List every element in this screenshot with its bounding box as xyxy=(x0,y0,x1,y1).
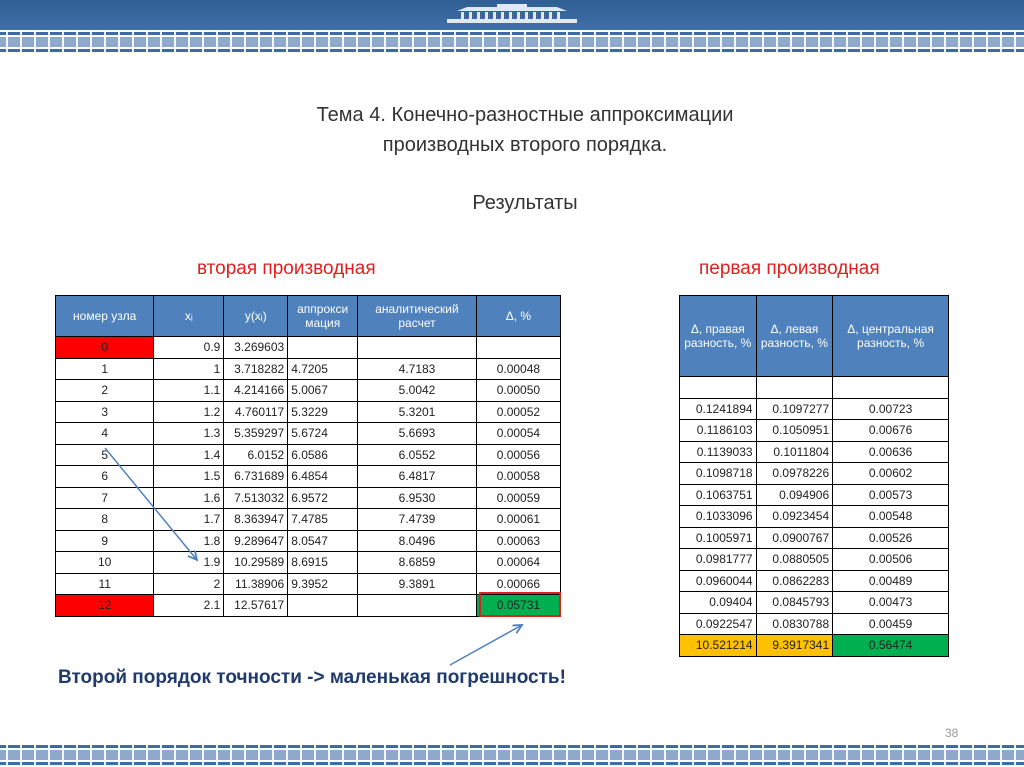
table-cell: 5 xyxy=(56,444,154,466)
col-header: аппрокси мация xyxy=(288,296,358,337)
table-cell: 0.1139033 xyxy=(680,441,757,463)
col-header: аналитический расчет xyxy=(358,296,477,337)
table-cell: 4.760117 xyxy=(224,401,288,423)
table-cell: 10.521214 xyxy=(680,635,757,657)
page-number: 38 xyxy=(945,726,959,740)
table-cell: 6.0152 xyxy=(224,444,288,466)
table-cell: 0.0923454 xyxy=(756,506,833,528)
table-cell: 6.0586 xyxy=(288,444,358,466)
table-cell: 0.00054 xyxy=(476,423,560,445)
table-cell: 6.0552 xyxy=(358,444,477,466)
table-cell: 5.6693 xyxy=(358,423,477,445)
col-header: Δ, % xyxy=(476,296,560,337)
table-cell: 9.289647 xyxy=(224,530,288,552)
table-cell: 8.363947 xyxy=(224,509,288,531)
table-cell: 1 xyxy=(56,358,154,380)
table-cell: 0.1050951 xyxy=(756,420,833,442)
table-cell: 6.9530 xyxy=(358,487,477,509)
table-cell: 0.1005971 xyxy=(680,527,757,549)
greek-ornament-bottom xyxy=(0,743,1024,767)
table-cell: 0.0880505 xyxy=(756,549,833,571)
table-cell: 1.3 xyxy=(154,423,224,445)
table-cell: 5.3229 xyxy=(288,401,358,423)
table-cell: 1.6 xyxy=(154,487,224,509)
table-cell: 8.6859 xyxy=(358,552,477,574)
col-header: Δ, центральная разность, % xyxy=(833,296,949,377)
table-cell: 9.3917341 xyxy=(756,635,833,657)
table-cell: 0.00676 xyxy=(833,420,949,442)
table-cell: 0.56474 xyxy=(833,635,949,657)
col-header: xᵢ xyxy=(154,296,224,337)
table-cell: 10.29589 xyxy=(224,552,288,574)
table-cell: 0.9 xyxy=(154,337,224,359)
table-cell: 1.8 xyxy=(154,530,224,552)
table-cell: 1.5 xyxy=(154,466,224,488)
table-cell: 0.00064 xyxy=(476,552,560,574)
table-cell: 8.0496 xyxy=(358,530,477,552)
arrow-diagonal xyxy=(105,448,197,560)
table-cell: 0.0845793 xyxy=(756,592,833,614)
table-cell: 12.57617 xyxy=(224,595,288,617)
table-cell: 0.00061 xyxy=(476,509,560,531)
table-cell: 0.1097277 xyxy=(756,398,833,420)
table-cell: 4.7183 xyxy=(358,358,477,380)
table-cell: 6.4817 xyxy=(358,466,477,488)
table-cell: 9.3952 xyxy=(288,573,358,595)
table-cell: 0.00063 xyxy=(476,530,560,552)
table-cell: 7 xyxy=(56,487,154,509)
table-cell: 6.731689 xyxy=(224,466,288,488)
table-cell: 0.09404 xyxy=(680,592,757,614)
table-cell: 0.00459 xyxy=(833,613,949,635)
table-cell: 11 xyxy=(56,573,154,595)
table-cell: 5.3201 xyxy=(358,401,477,423)
table-cell: 0.1186103 xyxy=(680,420,757,442)
first-derivative-heading: первая производная xyxy=(699,258,880,279)
table-cell: 0.00052 xyxy=(476,401,560,423)
table-cell: 0.0922547 xyxy=(680,613,757,635)
table-cell: 0.1098718 xyxy=(680,463,757,485)
table-cell: 1.1 xyxy=(154,380,224,402)
table-cell: 11.38906 xyxy=(224,573,288,595)
col-header: Δ, левая разность, % xyxy=(756,296,833,377)
table-cell: 0.00066 xyxy=(476,573,560,595)
table-cell: 5.6724 xyxy=(288,423,358,445)
table-cell: 1.2 xyxy=(154,401,224,423)
table-cell: 0.0960044 xyxy=(680,570,757,592)
table-cell: 0.00059 xyxy=(476,487,560,509)
table-cell: 0.00506 xyxy=(833,549,949,571)
table-cell: 0.0981777 xyxy=(680,549,757,571)
table-cell: 0 xyxy=(56,337,154,359)
table-cell: 0.00573 xyxy=(833,484,949,506)
results-heading: Результаты xyxy=(472,192,578,214)
table-cell: 4.214166 xyxy=(224,380,288,402)
slide-title-line2: производных второго порядка. xyxy=(382,134,668,156)
col-header: y(xᵢ) xyxy=(224,296,288,337)
table-cell: 0.00473 xyxy=(833,592,949,614)
table-cell: 2 xyxy=(56,380,154,402)
col-header: номер узла xyxy=(56,296,154,337)
table-cell: 0.00636 xyxy=(833,441,949,463)
arrow-to-error xyxy=(450,625,522,665)
table-cell: 7.513032 xyxy=(224,487,288,509)
table-cell: 5.0067 xyxy=(288,380,358,402)
table-cell: 3.269603 xyxy=(224,337,288,359)
table-cell: 9 xyxy=(56,530,154,552)
table-cell: 0.1033096 xyxy=(680,506,757,528)
table-cell: 0.1011804 xyxy=(756,441,833,463)
table-cell: 7.4739 xyxy=(358,509,477,531)
table-cell: 0.094906 xyxy=(756,484,833,506)
table-cell: 7.4785 xyxy=(288,509,358,531)
table-cell: 0.05731 xyxy=(476,595,560,617)
table-cell: 6.4854 xyxy=(288,466,358,488)
table-cell: 2.1 xyxy=(154,595,224,617)
table-cell: 9.3891 xyxy=(358,573,477,595)
table-cell: 0.00058 xyxy=(476,466,560,488)
table-cell: 8.6915 xyxy=(288,552,358,574)
table-cell: 4.7205 xyxy=(288,358,358,380)
col-header: Δ, правая разность, % xyxy=(680,296,757,377)
table-cell: 6 xyxy=(56,466,154,488)
table-cell: 3 xyxy=(56,401,154,423)
table-cell: 0.0978226 xyxy=(756,463,833,485)
table-cell: 0.00723 xyxy=(833,398,949,420)
table-cell: 5.0042 xyxy=(358,380,477,402)
table-cell: 0.1063751 xyxy=(680,484,757,506)
table-cell: 4 xyxy=(56,423,154,445)
table-cell: 1.4 xyxy=(154,444,224,466)
conclusion-text: Второй порядок точности -> маленькая погрешность! xyxy=(58,667,566,688)
second-derivative-heading: вторая производная xyxy=(197,258,376,279)
table-cell: 12 xyxy=(56,595,154,617)
table-cell: 8 xyxy=(56,509,154,531)
table-cell: 0.1241894 xyxy=(680,398,757,420)
table-cell: 0.0830788 xyxy=(756,613,833,635)
table-cell: 0.00056 xyxy=(476,444,560,466)
table-cell: 0.00050 xyxy=(476,380,560,402)
table-cell: 5.359297 xyxy=(224,423,288,445)
table-cell: 0.0900767 xyxy=(756,527,833,549)
table-cell: 0.0862283 xyxy=(756,570,833,592)
slide-title-line1: Тема 4. Конечно-разностные аппроксимации xyxy=(316,104,734,126)
table-cell: 1.7 xyxy=(154,509,224,531)
table-cell: 10 xyxy=(56,552,154,574)
table-cell: 2 xyxy=(154,573,224,595)
table-cell: 8.0547 xyxy=(288,530,358,552)
table-cell: 1 xyxy=(154,358,224,380)
table-cell: 6.9572 xyxy=(288,487,358,509)
table-cell: 1.9 xyxy=(154,552,224,574)
table-cell: 0.00602 xyxy=(833,463,949,485)
table-cell: 3.718282 xyxy=(224,358,288,380)
table-cell: 0.00048 xyxy=(476,358,560,380)
table-cell: 0.00526 xyxy=(833,527,949,549)
table-cell: 0.00548 xyxy=(833,506,949,528)
table-cell: 0.00489 xyxy=(833,570,949,592)
